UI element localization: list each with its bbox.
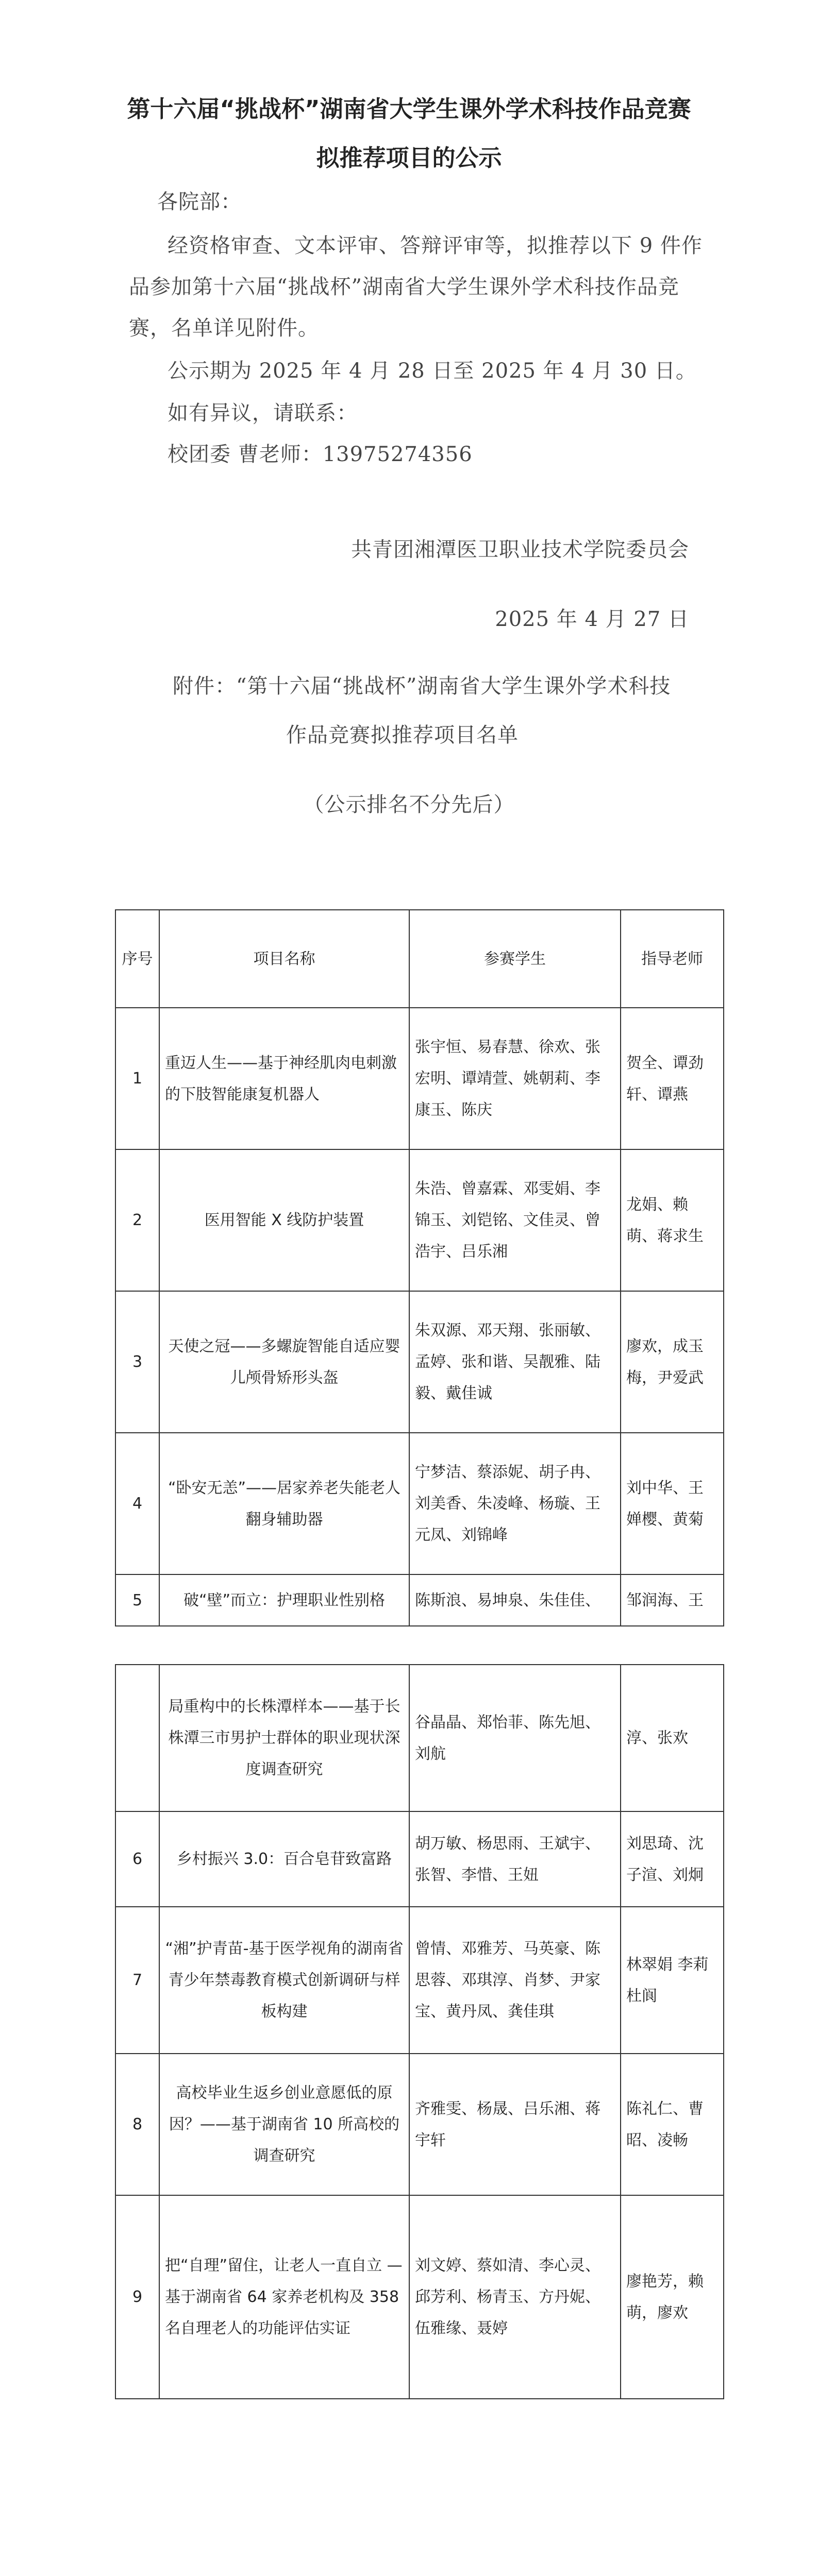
row-project-name: “卧安无恙”——居家养老失能老人翻身辅助器 [159,1433,409,1574]
salutation: 各院部： [157,190,242,214]
row-advisors: 贺全、谭劲轩、谭燕 [621,1008,724,1149]
project-table-part-2 [115,1664,724,2399]
signature-organization: 共青团湘潭医卫职业技术学院委员会 [351,538,689,562]
header-project-name: 项目名称 [159,910,409,1008]
row-no: 2 [115,1149,159,1291]
table-row [115,1907,724,2054]
attachment-note: （公示排名不分先后） [303,793,515,817]
row-students: 陈斯浪、易坤泉、朱佳佳、 [409,1574,621,1626]
row-advisors: 廖欢，成玉梅，尹爱武 [621,1291,724,1433]
row-no: 9 [115,2195,159,2399]
row-no: 5 [115,1574,159,1626]
attachment-title-line-2: 作品竞赛拟推荐项目名单 [286,723,519,747]
table-row [115,1149,724,1291]
row-advisors: 龙娟、赖萌、蒋求生 [621,1149,724,1291]
table-row [115,1665,724,1811]
table-row [115,2195,724,2399]
header-students: 参赛学生 [409,910,621,1008]
body-line-3: 赛，名单详见附件。 [129,316,319,340]
table-row [115,1574,724,1626]
table-row [115,2054,724,2195]
row-students: 齐雅雯、杨晟、吕乐湘、蒋宇轩 [409,2054,621,2195]
row-advisors: 刘中华、王婵樱、黄菊 [621,1433,724,1574]
row-advisors: 刘思琦、沈子渲、刘炯 [621,1811,724,1907]
row-advisors: 林翠娟 李莉 杜阆 [621,1907,724,2054]
row-no: 8 [115,2054,159,2195]
row-students: 曾情、邓雅芳、马英豪、陈思蓉、邓琪淳、肖梦、尹家宝、黄丹凤、龚佳琪 [409,1907,621,2054]
body-line-2: 品参加第十六届“挑战杯”湖南省大学生课外学术科技作品竞 [129,275,679,299]
row-project-name: “湘”护青苗-基于医学视角的湖南省青少年禁毒教育模式创新调研与样板构建 [159,1907,409,2054]
page-title: 第十六届“挑战杯”湖南省大学生课外学术科技作品竞赛 [127,95,691,123]
row-project-name: 把“自理”留住，让老人一直自立 —基于湖南省 64 家养老机构及 358 名自理老人的功能评估实证 [159,2195,409,2399]
row-project-name: 天使之冠——多螺旋智能自适应婴儿颅骨矫形头盔 [159,1291,409,1433]
row-advisors: 廖艳芳，赖萌，廖欢 [621,2195,724,2399]
row-project-name: 局重构中的长株潭样本——基于长株潭三市男护士群体的职业现状深度调查研究 [159,1665,409,1811]
table-row [115,1433,724,1574]
header-advisors: 指导老师 [621,910,724,1008]
row-advisors: 邹润海、王 [621,1574,724,1626]
row-no: 3 [115,1291,159,1433]
row-advisors: 陈礼仁、曹昭、凌畅 [621,2054,724,2195]
contact-info: 校团委 曹老师：13975274356 [168,443,473,466]
row-advisors: 淳、张欢 [621,1665,724,1811]
table-row [115,1008,724,1149]
table-header-row [115,910,724,1008]
row-students: 谷晶晶、郑怡菲、陈先旭、刘航 [409,1665,621,1811]
row-no: 1 [115,1008,159,1149]
row-students: 朱双源、邓天翔、张丽敏、孟婷、张和谐、吴靓雅、陆毅、戴佳诚 [409,1291,621,1433]
row-students: 朱浩、曾嘉霖、邓雯娟、李锦玉、刘铠铭、文佳灵、曾浩宇、吕乐湘 [409,1149,621,1291]
body-line-1: 经资格审查、文本评审、答辩评审等，拟推荐以下 9 件作 [168,234,703,258]
table-row [115,1811,724,1907]
signature-date: 2025 年 4 月 27 日 [495,607,689,631]
row-students: 张宇恒、易春慧、徐欢、张宏明、谭靖萱、姚朝莉、李康玉、陈庆 [409,1008,621,1149]
notice-period: 公示期为 2025 年 4 月 28 日至 2025 年 4 月 30 日。 [168,359,697,383]
row-project-name: 医用智能 X 线防护装置 [159,1149,409,1291]
row-project-name: 重迈人生——基于神经肌肉电刺激的下肢智能康复机器人 [159,1008,409,1149]
row-students: 刘文婷、蔡如清、李心灵、邱芳利、杨青玉、方丹妮、伍雅缘、聂婷 [409,2195,621,2399]
attachment-title-line-1: 附件：“第十六届“挑战杯”湖南省大学生课外学术科技 [173,674,671,698]
page-subtitle: 拟推荐项目的公示 [316,144,502,172]
header-no: 序号 [115,910,159,1008]
row-project-name: 高校毕业生返乡创业意愿低的原因？——基于湖南省 10 所高校的调查研究 [159,2054,409,2195]
row-no: 7 [115,1907,159,2054]
table-row [115,1291,724,1433]
row-no: 6 [115,1811,159,1907]
row-students: 胡万敏、杨思雨、王斌宇、张智、李惜、王妞 [409,1811,621,1907]
row-project-name: 破“壁”而立：护理职业性别格 [159,1574,409,1626]
project-table-part-1 [115,909,724,1626]
row-project-name: 乡村振兴 3.0：百合皂苷致富路 [159,1811,409,1907]
row-no: 4 [115,1433,159,1574]
row-students: 宁梦洁、蔡添妮、胡子冉、刘美香、朱凌峰、杨璇、王元凤、刘锦峰 [409,1433,621,1574]
contact-intro: 如有异议，请联系： [168,401,358,425]
row-no [115,1665,159,1811]
